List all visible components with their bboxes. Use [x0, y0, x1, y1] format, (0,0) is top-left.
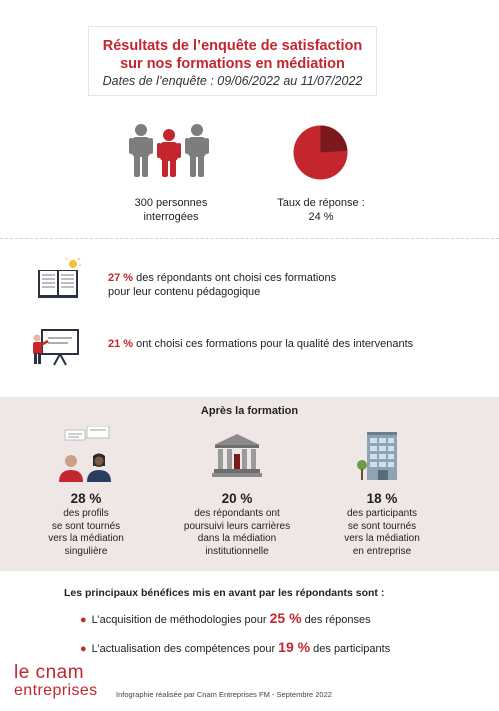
survey-dates: Dates de l’enquête : 09/06/2022 au 11/07/2022	[102, 74, 363, 88]
after-col-enterprise	[334, 491, 430, 558]
after-col-singular-line: singulière	[64, 545, 108, 557]
after-col-singular-pct: 28 %	[70, 491, 102, 506]
reason-speakers	[108, 337, 413, 351]
logo-line-1: le cnam	[14, 662, 85, 683]
people-count-line-2: interrogées	[143, 211, 199, 223]
open-book-icon	[37, 258, 81, 300]
after-col-enterprise-line: des participants	[346, 508, 418, 519]
benefits-intro: Les principaux bénéfices mis en avant par les répondants sont :	[64, 587, 385, 599]
after-col-singular-line: des profils	[63, 508, 109, 519]
logo-line-2: entreprises	[14, 682, 98, 699]
response-rate	[264, 196, 378, 224]
reason-content-text-1: des répondants ont choisi ces formations	[133, 272, 337, 284]
after-col-enterprise-pct: 18 %	[366, 491, 398, 506]
after-col-enterprise-line: vers la médiation	[344, 533, 420, 544]
page-title-line-2: sur nos formations en médiation	[120, 56, 345, 72]
after-col-institutional-line: poursuivi leurs carrières	[183, 520, 291, 532]
after-col-institutional-pct: 20 %	[221, 491, 253, 506]
footer-credit: Infographie réalisée par Cnam Entreprises FM - Septembre 2022	[116, 690, 332, 699]
after-col-enterprise-line: en entreprise	[352, 545, 412, 557]
response-rate-label: Taux de réponse :	[277, 197, 365, 209]
bullet-icon: ●	[80, 614, 87, 626]
lightbulb-icon	[66, 258, 81, 268]
after-training-title: Après la formation	[200, 405, 299, 417]
after-col-institutional	[174, 491, 300, 558]
benefit-pct: 19 %	[278, 639, 311, 655]
title-box	[88, 26, 377, 96]
section-divider	[0, 238, 499, 239]
people-icon	[59, 454, 111, 483]
pie-chart-icon	[293, 125, 348, 180]
presentation-board-icon	[28, 328, 80, 366]
people-icon	[129, 123, 209, 179]
reason-speakers-text: ont choisi ces formations pour la qualité des intervenants	[133, 338, 414, 350]
pie-slice-response-rate	[321, 126, 348, 153]
benefit-text-before: L’actualisation des compétences pour	[91, 643, 279, 655]
after-col-enterprise-line: se sont tournés	[347, 520, 417, 532]
page-title-line-1: Résultats de l’enquête de satisfaction	[102, 38, 363, 54]
speech-bubbles-icon	[57, 426, 113, 482]
people-count	[116, 196, 226, 224]
cnam-logo	[14, 664, 98, 700]
after-col-institutional-line: institutionnelle	[205, 545, 269, 557]
bullet-icon: ●	[80, 643, 87, 655]
office-building-icon	[355, 430, 403, 482]
benefit-item	[80, 639, 390, 657]
response-rate-value: 24 %	[308, 211, 334, 223]
courthouse-icon	[212, 434, 262, 478]
after-col-singular-line: vers la médiation	[48, 533, 124, 544]
after-col-institutional-line: dans la médiation	[197, 533, 277, 544]
benefit-text-after: des participants	[310, 643, 391, 655]
people-count-line-1: 300 personnes	[134, 197, 208, 209]
benefit-item	[80, 610, 371, 628]
benefit-pct: 25 %	[269, 610, 302, 626]
after-col-singular	[44, 491, 128, 558]
benefit-text-after: des réponses	[301, 614, 371, 626]
after-col-singular-line: se sont tournés	[51, 520, 121, 532]
reason-content-pct: 27 %	[108, 272, 134, 284]
reason-speakers-pct: 21 %	[108, 338, 134, 350]
reason-content-text-2: pour leur contenu pédagogique	[108, 286, 261, 298]
reason-content	[108, 271, 336, 299]
after-col-institutional-line: des répondants ont	[194, 508, 280, 519]
benefit-text-before: L’acquisition de méthodologies pour	[91, 614, 270, 626]
